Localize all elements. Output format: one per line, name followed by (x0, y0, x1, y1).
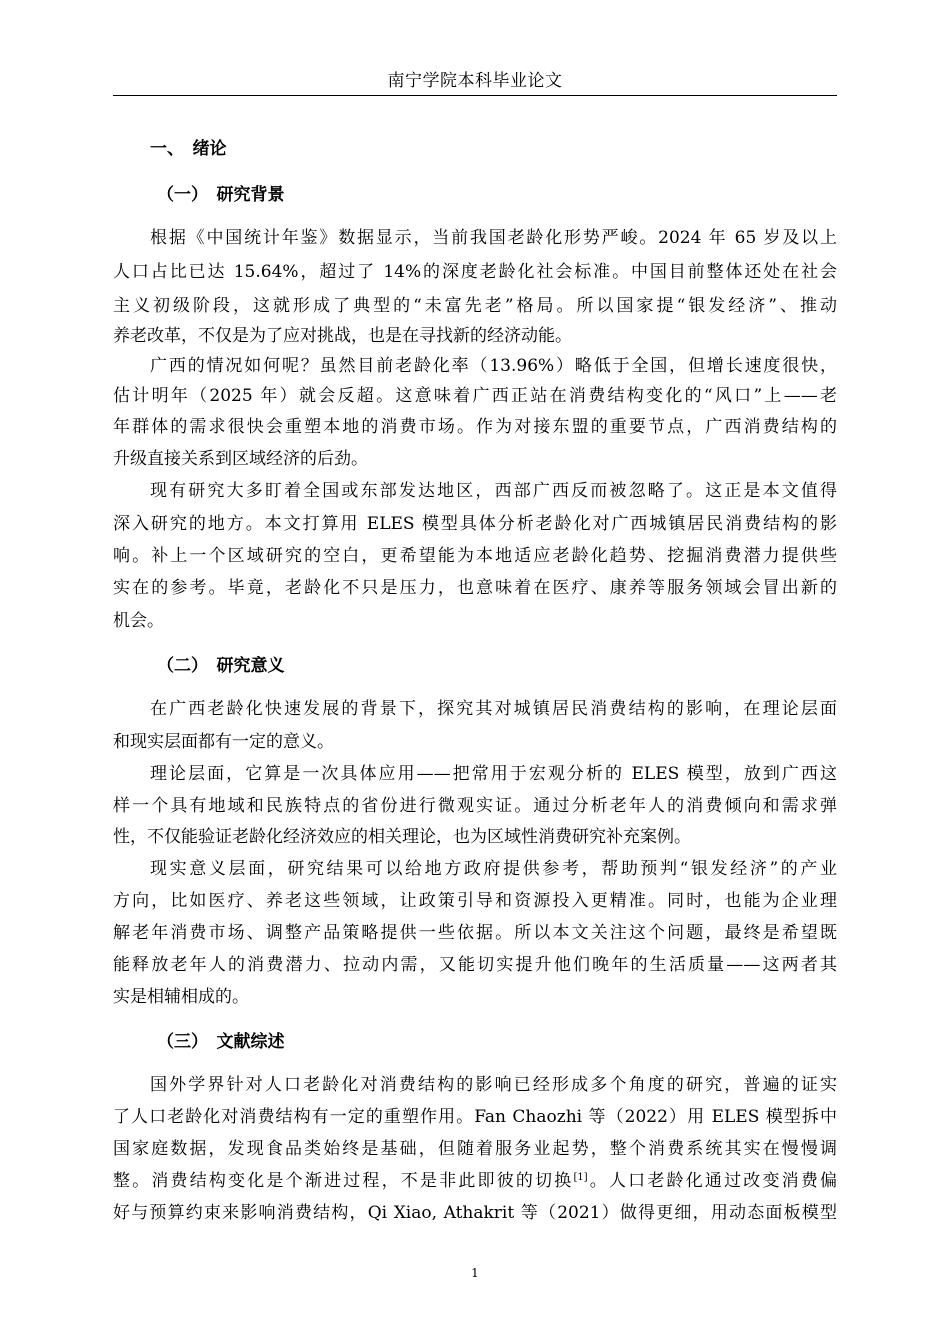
paragraph-line: 了人口老龄化对消费结构有一定的重塑作用。Fan Chaozhi 等（2022）用 ELES 模型拆中 (113, 1107, 837, 1127)
paragraph-line: 主义初级阶段，这就形成了典型的“未富先老”格局。所以国家提“银发经济”、推动 (113, 296, 837, 316)
paragraph-line: 国家庭数据，发现食品类始终是基础，但随着服务业起势，整个消费系统其实在慢慢调 (113, 1139, 837, 1159)
page-number: 1 (471, 1266, 479, 1280)
paragraph-line: 理论层面，它算是一次具体应用——把常用于宏观分析的 ELES 模型，放到广西这 (150, 764, 837, 784)
citation-ref[interactable]: [1] (573, 1172, 588, 1183)
paragraph-line: 和现实层面都有一定的意义。 (113, 732, 334, 752)
paragraph-line: 深入研究的地方。本文打算用 ELES 模型具体分析老龄化对广西城镇居民消费结构的影 (113, 514, 837, 534)
paragraph-line: 人口占比已达 15.64%，超过了 14%的深度老龄化社会标准。中国目前整体还处在社会 (113, 262, 837, 282)
paragraph-line: 升级直接关系到区域经济的后劲。 (113, 449, 368, 469)
paragraph-line: 现有研究大多盯着全国或东部发达地区，西部广西反而被忽略了。这正是本文值得 (150, 481, 837, 501)
paragraph-line: 样一个具有地域和民族特点的省份进行微观实证。通过分析老年人的消费倾向和需求弹 (113, 796, 837, 816)
chapter-heading: 一、 绪论 (150, 139, 227, 159)
line-text: 。人口老龄化通过改变消费偏 (587, 1171, 838, 1191)
paragraph-line: 响。补上一个区域研究的空白，更希望能为本地适应老龄化趋势、挖掘消费潜力提供些 (113, 546, 837, 566)
paragraph-line: 实在的参考。毕竟，老龄化不只是压力，也意味着在医疗、康养等服务领域会冒出新的 (113, 578, 837, 598)
paragraph-line: 解老年消费市场、调整产品策略提供一些依据。所以本文关注这个问题，最终是希望既 (113, 923, 837, 943)
paragraph-line: 在广西老龄化快速发展的背景下，探究其对城镇居民消费结构的影响，在理论层面 (150, 699, 837, 719)
paragraph-line: 性，不仅能验证老龄化经济效应的相关理论，也为区域性消费研究补充案例。 (113, 827, 691, 847)
paragraph-line: 国外学界针对人口老龄化对消费结构的影响已经形成多个角度的研究，普遍的证实 (150, 1075, 837, 1095)
section-heading-significance: （二） 研究意义 (157, 656, 285, 676)
section-heading-literature: （三） 文献综述 (157, 1032, 285, 1052)
paragraph-line: 方向，比如医疗、养老这些领域，让政策引导和资源投入更精准。同时，也能为企业理 (113, 891, 837, 911)
page-header-title: 南宁学院本科毕业论文 (387, 71, 563, 91)
paragraph-line: 养老改革，不仅是为了应对挑战，也是在寻找新的经济动能。 (113, 326, 572, 346)
page-header-rule (113, 95, 837, 96)
paragraph-line: 机会。 (113, 611, 164, 631)
paragraph-line: 实是相辅相成的。 (113, 987, 249, 1007)
paragraph-line: 好与预算约束来影响消费结构，Qi Xiao, Athakrit 等（2021）做得更细，用动态面板模型 (113, 1203, 837, 1223)
paragraph-line: 广西的情况如何呢？虽然目前老龄化率（13.96%）略低于全国，但增长速度很快， (150, 356, 837, 376)
section-heading-background: （一） 研究背景 (157, 185, 285, 205)
line-text: 整。消费结构变化是个渐进过程，不是非此即彼的切换 (113, 1171, 574, 1191)
paragraph-line: 估计明年（2025 年）就会反超。这意味着广西正站在消费结构变化的“风口”上——老 (113, 386, 837, 406)
paragraph-line: 年群体的需求很快会重塑本地的消费市场。作为对接东盟的重要节点，广西消费结构的 (113, 417, 837, 437)
paragraph-line: 现实意义层面，研究结果可以给地方政府提供参考，帮助预判“银发经济”的产业 (150, 859, 837, 879)
paragraph-line: 根据《中国统计年鉴》数据显示，当前我国老龄化形势严峻。2024 年 65 岁及以上 (150, 228, 837, 248)
paragraph-line: 能释放老年人的消费潜力、拉动内需，又能切实提升他们晚年的生活质量——这两者其 (113, 955, 837, 975)
paragraph-line (113, 1166, 837, 1191)
